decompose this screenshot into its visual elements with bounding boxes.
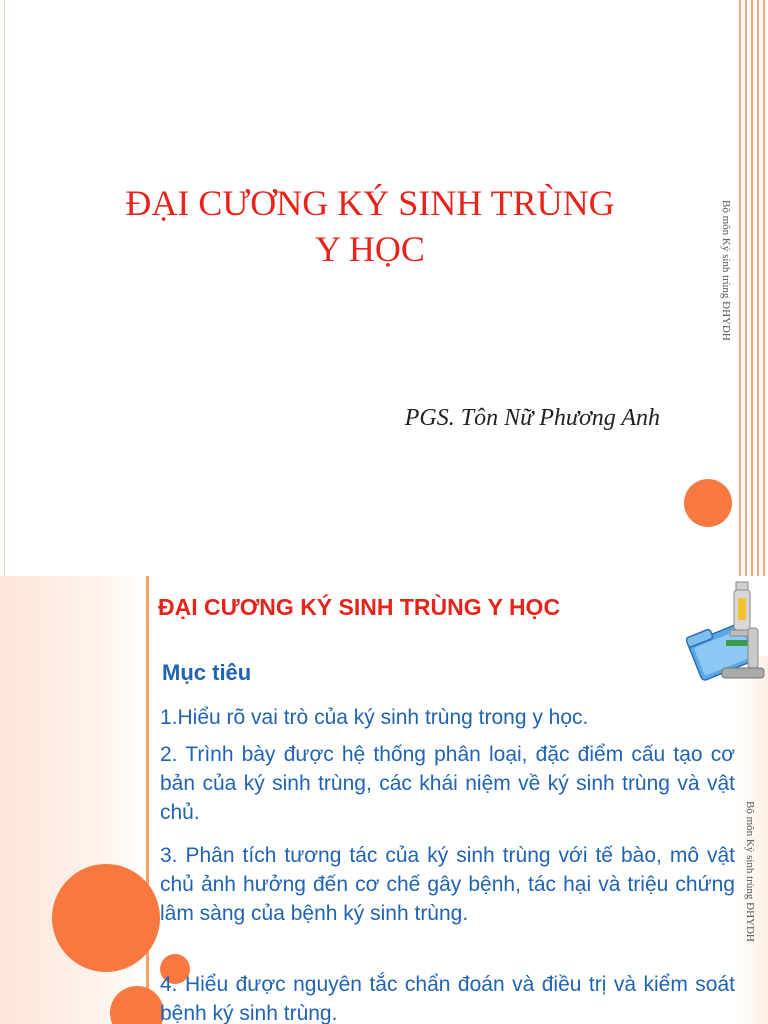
decorative-circle: [684, 479, 732, 527]
slide-border: [4, 0, 5, 576]
section-heading: Mục tiêu: [162, 660, 252, 685]
microscope-icon: [686, 578, 768, 688]
department-label: Bộ môn Ký sinh trùng ĐHYDH: [744, 801, 756, 942]
author-name: PGS. Tôn Nữ Phương Anh: [404, 405, 660, 431]
title-line-2: Y HỌC: [315, 229, 425, 269]
slide-title: [90, 180, 650, 272]
department-label: Bộ môn Ký sinh trùng ĐHYDH: [720, 200, 732, 341]
decorative-stripe: [739, 0, 768, 576]
slide-2: [0, 576, 768, 1024]
slide-title: ĐẠI CƯƠNG KÝ SINH TRÙNG Y HỌC: [158, 594, 561, 620]
objective-item-4: 4. Hiểu được nguyên tắc chẩn đoán và điều trị và kiểm soát bệnh ký sinh trùng.: [160, 973, 735, 1024]
decorative-circle-large: [52, 864, 160, 972]
objective-item-1: 1.Hiểu rõ vai trò của ký sinh trùng trong y học.: [160, 706, 589, 729]
objective-item-3: 3. Phân tích tương tác của ký sinh trùng với tế bào, mô vật chủ ảnh hưởng đến cơ chế gây bệnh, tác hại và triệu chứng lâm sàng của bệnh ký sinh trùng.: [160, 844, 735, 925]
title-line-1: ĐẠI CƯƠNG KÝ SINH TRÙNG: [125, 183, 615, 223]
objective-item-2: 2. Trình bày được hệ thống phân loại, đặc điểm cấu tạo cơ bản của ký sinh trùng, các khái niệm về ký sinh trùng và vật chủ.: [160, 743, 735, 824]
left-panel-edge: [146, 576, 149, 1024]
